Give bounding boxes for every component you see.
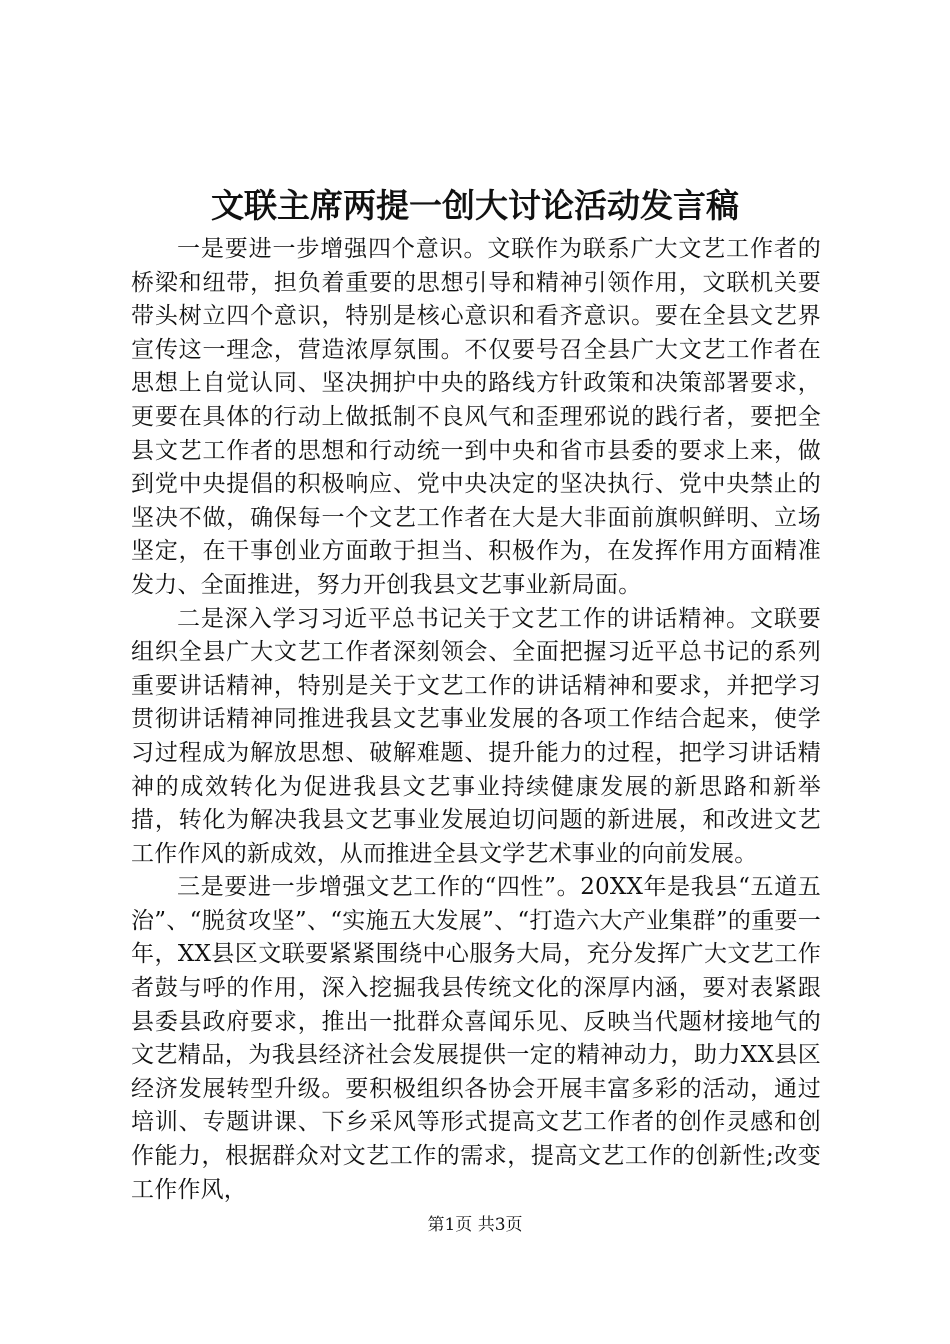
paragraph-2: 二是深入学习习近平总书记关于文艺工作的讲话精神。文联要组织全县广大文艺工作者深刻领会、全面把握习近平总书记的系列重要讲话精神，特别是关于文艺工作的讲话精神和要求，并把学习贯彻讲话精神同推进我县文艺事业发展的各项工作结合起来，使学习过程成为解放思想、破解难题、提升能力的过程，把学习讲话精神的成效转化为促进我县文艺事业持续健康发展的新思路和新举措，转化为解决我县文艺事业发展迫切问题的新进展，和改进文艺工作作风的新成效，从而推进全县文学艺术事业的向前发展。	[131, 605, 821, 867]
paragraph-1: 一是要进一步增强四个意识。文联作为联系广大文艺工作者的桥梁和纽带，担负着重要的思想引导和精神引领作用，文联机关要带头树立四个意识，特别是核心意识和看齐意识。要在全县文艺界宣传这一理念，营造浓厚氛围。不仅要号召全县广大文艺工作者在思想上自觉认同、坚决拥护中央的路线方针政策和决策部署要求，更要在具体的行动上做抵制不良风气和歪理邪说的践行者，要把全县文艺工作者的思想和行动统一到中央和省市县委的要求上来，做到党中央提倡的积极响应、党中央决定的坚决执行、党中央禁止的坚决不做，确保每一个文艺工作者在大是大非面前旗帜鲜明、立场坚定，在干事创业方面敢于担当、积极作为，在发挥作用方面精准发力、全面推进，努力开创我县文艺事业新局面。	[131, 236, 821, 598]
document-title: 文联主席两提一创大讨论活动发言稿	[211, 186, 739, 225]
page-number-footer: 第1页 共3页	[427, 1215, 523, 1235]
document-body	[131, 233, 821, 1207]
paragraph-3: 三是要进一步增强文艺工作的“四性”。20XX年是我县“五道五治”、“脱贫攻坚”、“实施五大发展”、“打造六大产业集群”的重要一年，XX县区文联要紧紧围绕中心服务大局，充分发挥广大文艺工作者鼓与呼的作用，深入挖掘我县传统文化的深厚内涵，要对表紧跟县委县政府要求，推出一批群众喜闻乐见、反映当代题材接地气的文艺精品，为我县经济社会发展提供一定的精神动力，助力XX县区经济发展转型升级。要积极组织各协会开展丰富多彩的活动，通过培训、专题讲课、下乡采风等形式提高文艺工作者的创作灵感和创作能力，根据群众对文艺工作的需求，提高文艺工作的创新性;改变工作作风，	[131, 874, 821, 1203]
